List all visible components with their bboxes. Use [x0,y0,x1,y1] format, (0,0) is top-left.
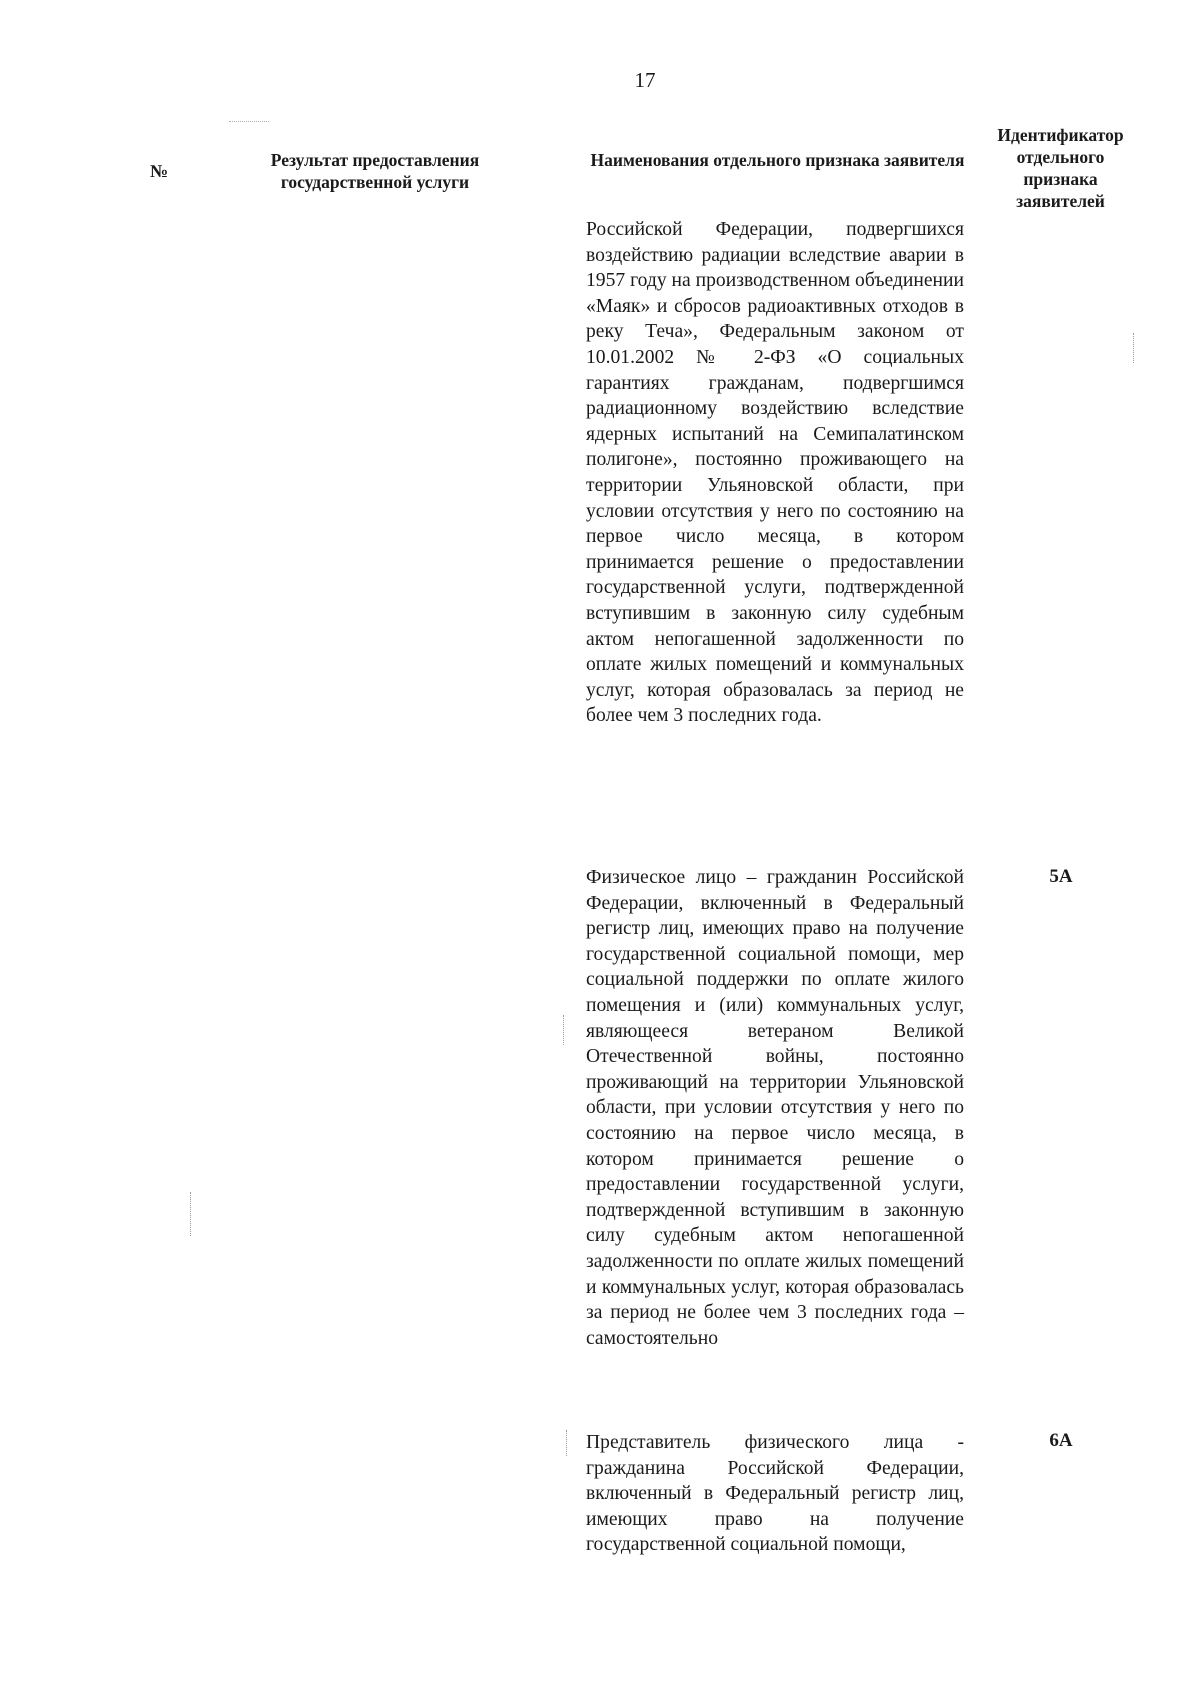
scan-artifact [229,121,269,124]
page-number: 17 [634,68,656,92]
applicant-attribute-text: Российской Федерации, подвергшихся воздействию радиации вследствие аварии в 1957 году на производственном объединении «Маяк» и сбросов радиоактивных отходов в реку Теча», Федеральным законом от 10.01.2002 № 2-ФЗ «О социальных гарантиях гражданам, подвергшимся радиационному воздействию вследствие ядерных испытаний на Семипалатинском полигоне», постоянно проживающего на территории Ульяновской области, при условии отсутствия у него по состоянию на первое число месяца, в котором принимается решение о предоставлении государственной услуги, подтвержденной вступившим в законную силу судебным актом непогашенной задолженности по оплате жилых помещений и коммунальных услуг, которая образовалась за период не более чем 3 последних года. [586,219,964,727]
attribute-identifier: 6А [1049,1430,1073,1451]
scan-artifact [1133,333,1134,363]
applicant-attribute-text: Представитель физического лица - гражданина Российской Федерации, включенный в Федеральный регистр лиц, имеющих право на получение государственной социальной помощи, [586,1432,964,1556]
header-result: Результат предоставления государственной услуги [270,150,480,192]
scan-artifact [566,1430,567,1456]
header-identifier: Идентификатор отдельного признака заявителей [997,125,1124,211]
header-number: № [150,161,169,181]
scan-artifact [190,1192,191,1236]
applicant-attribute-text: Физическое лицо – гражданин Российской Федерации, включенный в Федеральный регистр лиц, имеющих право на получение государственной социальной помощи, мер социальной поддержки по оплате жилого помещения и (или) коммунальных услуг, являющееся ветераном Великой Отечественной войны, постоянно проживающий на территории Ульяновской области, при условии отсутствия у него по состоянию на первое число месяца, в котором принимается решение о предоставлении государственной услуги, подтвержденной вступившим в законную силу судебным актом непогашенной задолженности по оплате жилых помещений и коммунальных услуг, которая образовалась за период не более чем 3 последних года – самостоятельно [586,867,964,1349]
scan-artifact [563,1015,564,1045]
header-applicant-attribute: Наименования отдельного признака заявителя [590,150,965,170]
attribute-identifier: 5А [1049,866,1073,887]
